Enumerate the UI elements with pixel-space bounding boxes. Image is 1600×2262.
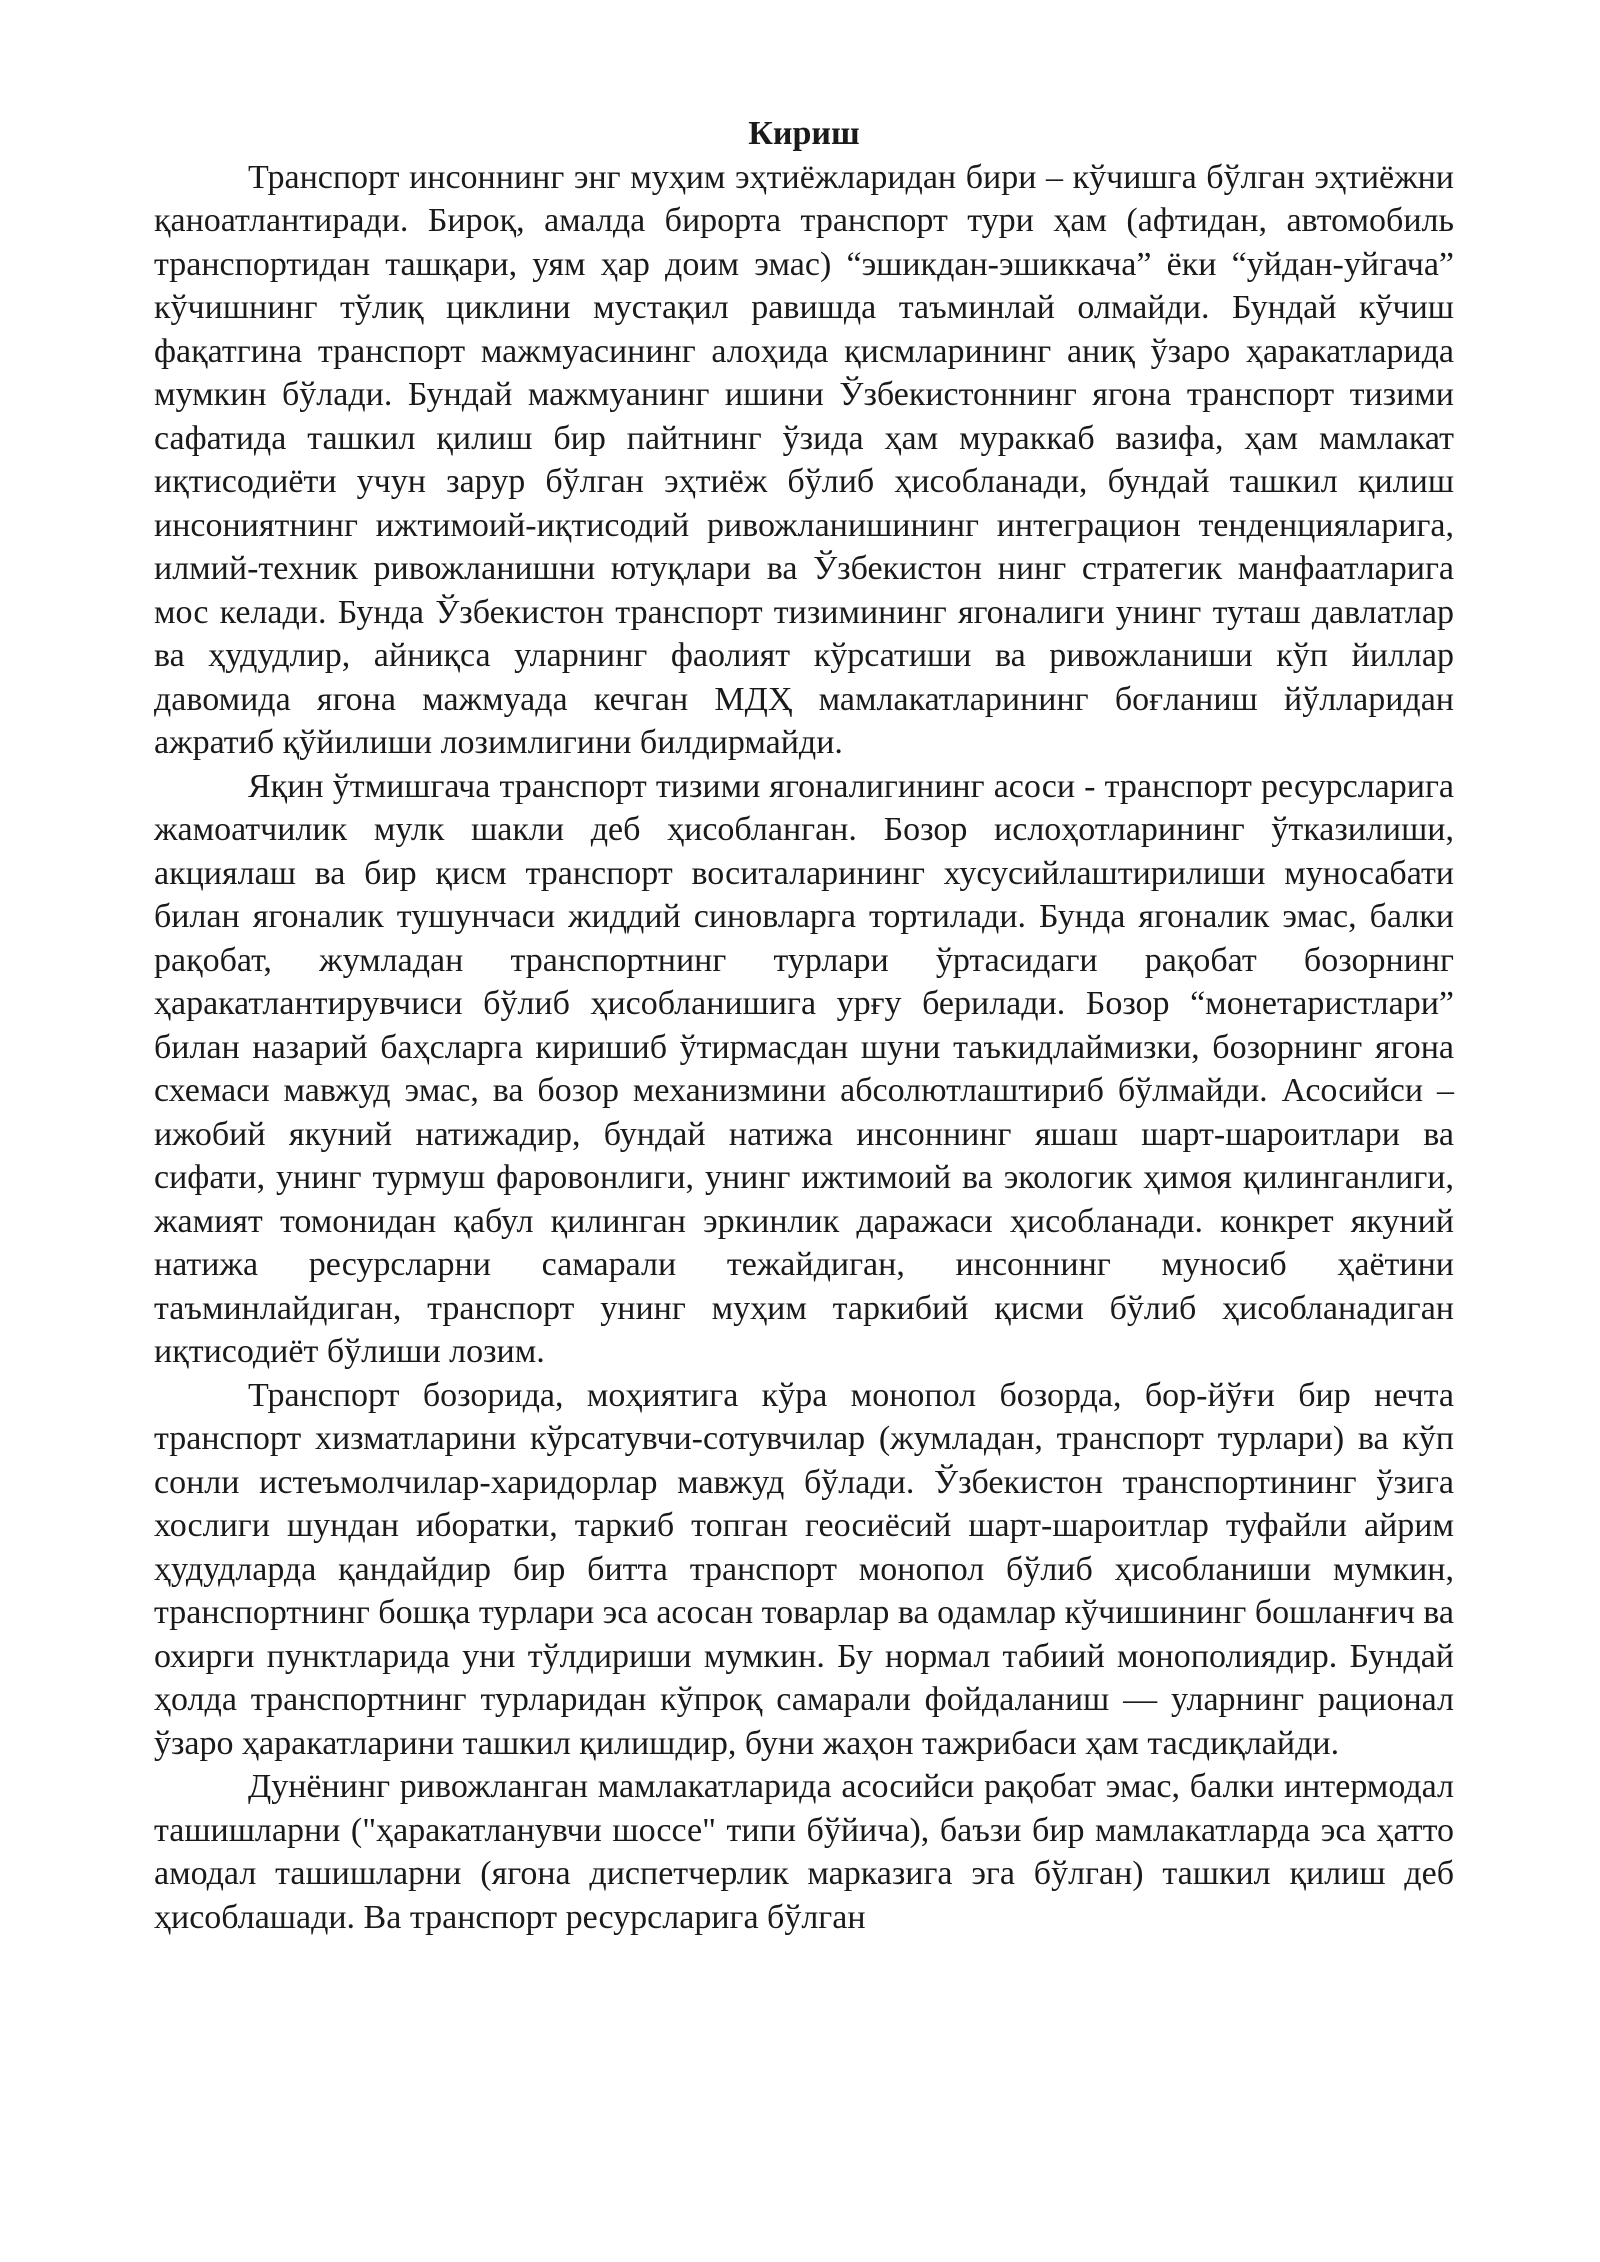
document-page [154,112,1454,1939]
paragraph-2: Яқин ўтмишгача транспорт тизими ягоналигининг асоси - транспорт ресурсларига жамоатчилик мулк шакли деб ҳисобланган. Бозор ислоҳотларининг ўтказилиши, акциялаш ва бир қисм транспорт воситаларининг хусусийлаштирилиши муносабати билан ягоналик тушунчаси жиддий синовларга тортилади. Бунда ягоналик эмас, балки рақобат, жумладан транспортнинг турлари ўртасидаги рақобат бозорнинг ҳаракатлантирувчиси бўлиб ҳисобланишига урғу берилади. Бозор “монетаристлари” билан назарий баҳсларга киришиб ўтирмасдан шуни таъкидлаймизки, бозорнинг ягона схемаси мавжуд эмас, ва бозор механизмини абсолютлаштириб бўлмайди. Асосийси – ижобий якуний натижадир, бундай натижа инсоннинг яшаш шарт-шароитлари ва сифати, унинг турмуш фаровонлиги, унинг ижтимоий ва экологик ҳимоя қилинганлиги, жамият томонидан қабул қилинган эркинлик даражаси ҳисобланади. конкрет якуний натижа ресурсларни самарали тежайдиган, инсоннинг муносиб ҳаётини таъминлайдиган, транспорт унинг муҳим таркибий қисми бўлиб ҳисобланадиган иқтисодиёт бўлиши лозим. [154,767,1454,1370]
paragraph-3: Транспорт бозорида, моҳиятига кўра монопол бозорда, бор-йўғи бир нечта транспорт хизматларини кўрсатувчи-сотувчилар (жумладан, транспорт турлари) ва кўп сонли истеъмолчилар-харидорлар мавжуд бўлади. Ўзбекистон транспортининг ўзига хослиги шундан иборатки, таркиб топган геосиёсий шарт-шароитлар туфайли айрим ҳудудларда қандайдир бир битта транспорт монопол бўлиб ҳисобланиши мумкин, транспортнинг бошқа турлари эса асосан товарлар ва одамлар кўчишининг бошланғич ва охирги пунктларида уни тўлдириши мумкин. Бу нормал табиий монополиядир. Бундай ҳолда транспортнинг турларидан кўпроқ самарали фойдаланиш — уларнинг рационал ўзаро ҳаракатларини ташкил қилишдир, буни жаҳон тажрибаси ҳам тасдиқлайди. [154,1376,1454,1762]
paragraph-1: Транспорт инсоннинг энг муҳим эҳтиёжларидан бири – кўчишга бўлган эҳтиёжни қаноатлантиради. Бироқ, амалда бирорта транспорт тури ҳам (афтидан, автомобиль транспортидан ташқари, уям ҳар доим эмас) “эшикдан-эшиккача” ёки “уйдан-уйгача” кўчишнинг тўлиқ циклини мустақил равишда таъминлай олмайди. Бундай кўчиш фақатгина транспорт мажмуасининг алоҳида қисмларининг аниқ ўзаро ҳаракатларида мумкин бўлади. Бундай мажмуанинг ишини Ўзбекистоннинг ягона транспорт тизими сафатида ташкил қилиш бир пайтнинг ўзида ҳам мураккаб вазифа, ҳам мамлакат иқтисодиёти учун зарур бўлган эҳтиёж бўлиб ҳисобланади, бундай ташкил қилиш инсониятнинг ижтимоий-иқтисодий ривожланишининг интеграцион тенденцияларига, илмий-техник ривожланишни ютуқлари ва Ўзбекистон нинг стратегик манфаатларига мос келади. Бунда Ўзбекистон транспорт тизимининг ягоналиги унинг туташ давлатлар ва ҳудудлир, айниқса уларнинг фаолият кўрсатиши ва ривожланиши кўп йиллар давомида ягона мажмуада кечган МДҲ мамлакатларининг боғланиш йўлларидан ажратиб қўйилиши лозимлигини билдирмайди. [154,158,1454,761]
paragraph-4: Дунёнинг ривожланган мамлакатларида асосийси рақобат эмас, балки интермодал ташишларни ("ҳаракатланувчи шоссе" типи бўйича), баъзи бир мамлакатларда эса ҳатто амодал ташишларни (ягона диспетчерлик марказига эга бўлган) ташкил қилиш деб ҳисоблашади. Ва транспорт ресурсларига бўлган [154,1768,1454,1936]
page-title: Кириш [748,115,860,152]
